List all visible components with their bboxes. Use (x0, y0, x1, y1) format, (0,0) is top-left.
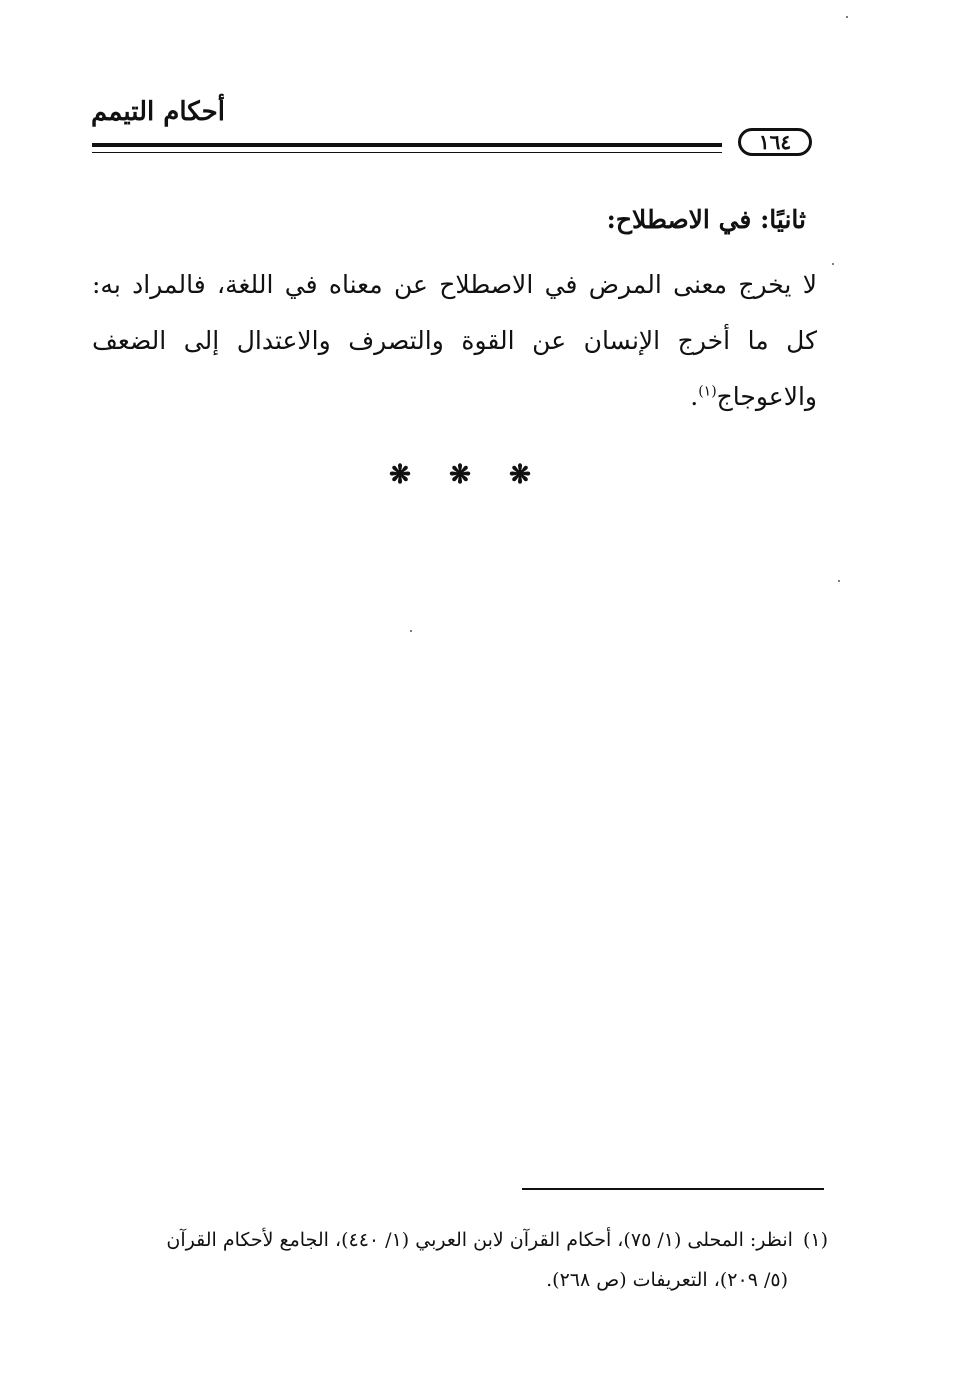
section-separator (380, 455, 540, 495)
footnote (108, 1220, 828, 1300)
footnote-divider (522, 1188, 824, 1190)
running-header-title: أحكام التيمم (91, 97, 225, 127)
paragraph-text: لا يخرج معنى المرض في الاصطلاح عن معناه في اللغة، فالمراد به: كل ما أخرج الإنسان عن القوة والتصرف والاعتدال إلى الضعف والاعوجاج (92, 270, 817, 411)
section-heading: ثانيًا: في الاصطلاح: (606, 205, 806, 234)
asterisk-ornament: ❋ (509, 460, 531, 490)
scan-speck (838, 580, 840, 582)
scan-speck (410, 630, 412, 632)
asterisk-ornament: ❋ (389, 460, 411, 490)
paragraph-end-punctuation: . (690, 382, 699, 411)
scan-speck (846, 16, 848, 18)
scan-speck (832, 263, 834, 265)
page-number: ١٦٤ (738, 128, 812, 156)
footnote-reference[interactable]: (١) (698, 383, 717, 400)
footnote-line-2: (٥/ ٢٠٩)، التعريفات (ص ٢٦٨). (546, 1269, 788, 1291)
footnote-number: (١) (802, 1229, 828, 1251)
header-rule (92, 143, 722, 153)
asterisk-ornament: ❋ (449, 460, 471, 490)
footnote-line-1: انظر: المحلى (١/ ٧٥)، أحكام القرآن لابن العربي (١/ ٤٤٠)، الجامع لأحكام القرآن (166, 1229, 793, 1251)
body-paragraph (92, 257, 817, 425)
